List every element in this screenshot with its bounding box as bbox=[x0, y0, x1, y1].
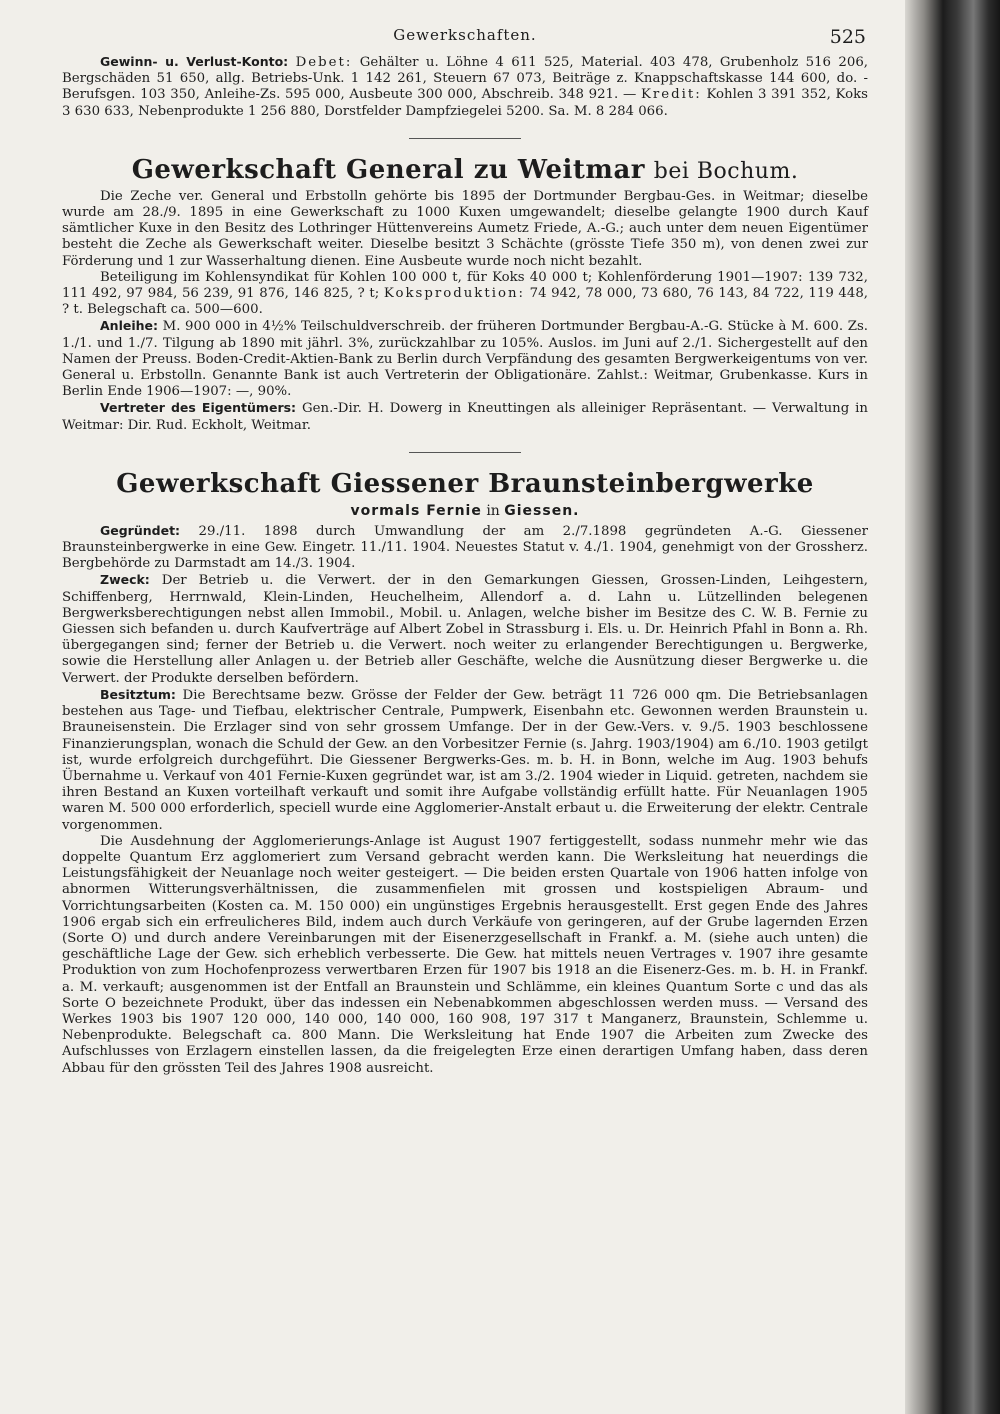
book-binding-edge bbox=[905, 0, 1000, 1414]
weitmar-production-text-c: 74 942, 78 000, 73 680, 76 143, 84 722, 119 448, ? t. Belegschaft ca. 500—600. bbox=[62, 286, 869, 318]
zweck-text: Der Betrieb u. die Verwert. der in den Gemarkungen Giessen, Grossen-Linden, Leihgestern, Schiffenberg, Herrnwald, Klein-Linden, Heuchelheim, Allendorf a. d. Lahn u. Lützellinden belegenen Bergwerksberechtigungen nebst allen Immobil., Mobil. u. Anlagen, welche bisher im Besitze des C. W. B. Fernie zu Giessen sich befanden u. durch Kaufverträge auf Albert Zobel in Strassburg i. Els. u. Dr. Heinrich Pfahl in Bonn a. Rh. übergegangen sind; ferner der Betrieb u. die Verwert. noch weiter zu erlangender Berechtigungen u. Bergwerke, sowie die Herstellung aller Anlagen u. der Betrieb aller Geschäfte, welche die Ausnützung dieser Bergwerke u. die Verwert. der Produkte derselben befördern. bbox=[62, 573, 868, 686]
besitztum-lead: Besitztum: bbox=[100, 686, 176, 702]
section-subtitle-giessen bbox=[62, 503, 868, 519]
zweck-lead: Zweck: bbox=[100, 572, 150, 588]
running-header bbox=[62, 26, 868, 54]
subtitle-vormals: vormals Fernie bbox=[350, 502, 482, 519]
running-title: Gewerkschaften. bbox=[393, 26, 537, 44]
weitmar-production-paragraph bbox=[62, 270, 868, 319]
vertreter-lead: Vertreter des Eigentümers: bbox=[100, 400, 297, 416]
section-title-giessen-main: Gewerkschaft Giessener Braunsteinbergwerke bbox=[116, 468, 814, 499]
gegruendet-lead: Gegründet: bbox=[100, 522, 181, 538]
gegruendet-text: 29./11. 1898 durch Umwandlung der am 2./7.1898 gegründeten A.-G. Giessener Braunsteinbergwerke in eine Gew. Eingetr. 11./11. 1904. Neuestes Statut v. 4./1. 1904, genehmigt von der Grossherz. Bergbehörde zu Darmstadt am 14./3. 1904. bbox=[62, 523, 869, 572]
subtitle-place: Giessen. bbox=[504, 502, 580, 519]
besitztum-text: Die Berechtsame bezw. Grösse der Felder der Gew. beträgt 11 726 000 qm. Die Betriebsanlagen bestehen aus Tage- und Tiefbau, elektrischer Centrale, Pumpwerk, Eisenbahn etc. Gewonnen werden Braunstein u. Brauneisenstein. Die Erzlager sind von sehr grossem Umfange. Der in der Gew.-Vers. v. 9./5. 1903 beschlossene Finanzierungsplan, wonach die Schuld der Gew. an den Vorbesitzer Fernie (s. Jahrg. 1903/1904) am 6./10. 1903 getilgt ist, wurde erfolgreich durchgeführt. Die Giessener Bergwerks-Ges. m. b. H. in Bonn, welche im Aug. 1903 behufs Übernahme u. Verkauf von 401 Fernie-Kuxen gegründet war, ist am 3./2. 1904 wieder in Liquid. getreten, nachdem sie ihren Bestand an Kuxen vorteilhaft verkauft und somit ihre Aufgabe vollständig erfüllt hatte. Für Neuanlagen 1905 waren M. 500 000 erforderlich, speciell wurde eine Agglomerier-Anstalt erbaut u. die Erweiterung der elektr. Centrale vorgenommen. bbox=[62, 687, 868, 833]
section-divider bbox=[409, 138, 521, 139]
koksproduktion-label: Koksproduktion: bbox=[383, 286, 526, 302]
weitmar-production-text-a: Beteiligung im Kohlensyndikat für Kohlen 100 000 t, für Koks 40 000 t; Kohlenförderung 1901—1907: 139 732, 111 492, 97 984, 56 239, 91 876, 146 825, ? t; bbox=[62, 269, 868, 302]
debet-text: Gehälter u. Löhne 4 611 525, Material. 403 478, Grubenholz 516 206, Bergschäden 51 650, allg. Betriebs-Unk. 1 142 261, Steuern 67 073, Beiträge z. Knappschaftskasse 144 600, do. -Berufsgen. 103 350, Anleihe-Zs. 595 000, Ausbeute 300 000, Abschreib. 348 921. — bbox=[62, 55, 869, 103]
section-title-weitmar bbox=[62, 155, 868, 185]
anleihe-lead: Anleihe: bbox=[100, 318, 158, 334]
kredit-label: Kredit: bbox=[640, 87, 702, 103]
page-content bbox=[62, 26, 868, 1077]
gewinn-verlust-lead: Gewinn- u. Verlust-Konto: bbox=[100, 54, 289, 69]
weitmar-history-paragraph: Die Zeche ver. General und Erbstolln gehörte bis 1895 der Dortmunder Bergbau-Ges. in Weitmar; dieselbe wurde am 28./9. 1895 in eine Gewerkschaft zu 1000 Kuxen umgewandelt; dieselbe gelangte 1900 durch Kauf sämtlicher Kuxe in den Besitz des Lothringer Hüttenvereins Aumetz Friede, A.-G.; auch unter dem neuen Eigentümer besteht die Zeche als Gewerkschaft weiter. Dieselbe besitzt 3 Schächte (grösste Tiefe 350 m), von denen zwei zur Förderung und 1 zur Wasserhaltung dienen. Eine Ausbeute wurde noch nicht bezahlt. bbox=[62, 188, 868, 269]
section-title-giessen bbox=[62, 469, 868, 499]
zweck-paragraph bbox=[62, 572, 868, 686]
section-title-weitmar-main: Gewerkschaft General zu Weitmar bbox=[131, 154, 645, 185]
section-divider bbox=[409, 452, 521, 453]
weitmar-anleihe-paragraph bbox=[62, 318, 868, 400]
anleihe-text: M. 900 000 in 4½% Teilschuldverschreib. der früheren Dortmunder Bergbau-A.-G. Stücke à M. 600. Zs. 1./1. und 1./7. Tilgung ab 1890 mit jährl. 3%, zurückzahlbar zu 105%. Auslos. im Juni auf 2./1. Sichergestellt auf den Namen der Preuss. Boden-Credit-Aktien-Bank zu Berlin durch Verpfändung des gesamten Bergwerkeigentums von ver. General u. Erbstolln. Genannte Bank ist auch Vertreterin der Obligationäre. Zahlst.: Weitmar, Grubenkasse. Kurs in Berlin Ende 1906—1907: —, 90%. bbox=[62, 319, 868, 400]
debet-label: Debet: bbox=[295, 55, 353, 70]
section-title-weitmar-place: bei Bochum. bbox=[653, 158, 799, 184]
gewinn-verlust-paragraph bbox=[62, 54, 868, 120]
vertreter-text: Gen.-Dir. H. Dowerg in Kneuttingen als alleiniger Repräsentant. — Verwaltung in Weitmar: Dir. Rud. Eckholt, Weitmar. bbox=[62, 401, 868, 433]
agglomerierung-paragraph: Die Ausdehnung der Agglomerierungs-Anlage ist August 1907 fertiggestellt, sodass nunmehr mehr wie das doppelte Quantum Erz agglomeriert zum Versand gebracht werden kann. Die Werksleitung hat neuerdings die Leistungsfähigkeit der Neuanlage noch weiter gesteigert. — Die beiden ersten Quartale von 1906 hatten infolge von abnormen Witterungsverhältnissen, die zusammenfielen mit grossen und kostspieligen Abraum- und Vorrichtungsarbeiten (Kosten ca. M. 150 000) ein ungünstiges Ergebnis herausgestellt. Erst gegen Ende des Jahres 1906 ergab sich ein erfreulicheres Bild, indem auch durch Verkäufe von geringeren, auf der Grube lagernden Erzen (Sorte O) und durch andere Vereinbarungen mit der Eisenerzgesellschaft in Frankf. a. M. (siehe auch unten) die geschäftliche Lage der Gew. sich erheblich verbesserte. Die Gew. hat mittels neuen Vertrages v. 1907 ihre gesamte Produktion von zum Hochofenprozess verwertbaren Erzen für 1907 bis 1918 an die Eisenerz-Ges. m. b. H. in Frankf. a. M. verkauft; ausgenommen ist der Entfall an Braunstein und Schlämme, ein kleines Quantum Sorte c und das als Sorte O bezeichnete Produkt, über das indessen ein Nebenabkommen abgeschlossen werden muss. — Versand des Werkes 1903 bis 1907 120 000, 140 000, 140 000, 160 908, 197 317 t Manganerz, Braunstein, Schlemme u. Nebenprodukte. Belegschaft ca. 800 Mann. Die Werksleitung hat Ende 1907 die Arbeiten zum Zwecke des Aufschlusses von Erzlagern einstellen lassen, da die freigelegten Erze einen derartigen Umfang haben, dass deren Abbau für den grössten Teil des Jahres 1908 ausreicht. bbox=[62, 833, 868, 1076]
page-number: 525 bbox=[829, 26, 866, 48]
weitmar-vertreter-paragraph bbox=[62, 400, 868, 433]
kredit-text: Kohlen 3 391 352, Koks 3 630 633, Nebenprodukte 1 256 880, Dorstfelder Dampfziegelei 5200. Sa. M. 8 284 066. bbox=[62, 87, 868, 119]
subtitle-in: in bbox=[486, 502, 500, 519]
besitztum-paragraph bbox=[62, 687, 868, 834]
gegruendet-paragraph bbox=[62, 523, 868, 573]
